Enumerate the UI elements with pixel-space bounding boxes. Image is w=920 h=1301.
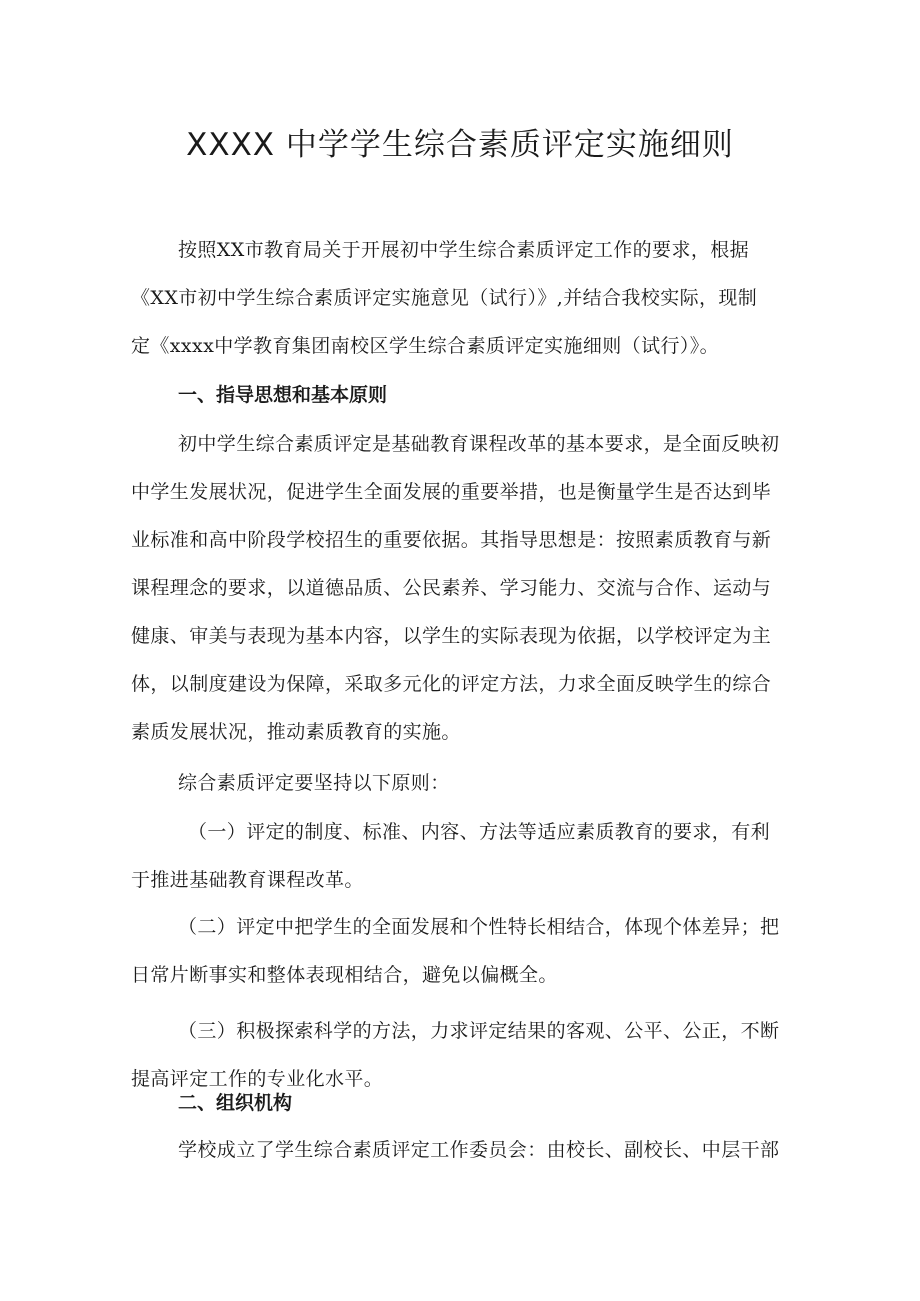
section-heading-2: 二、组织机构	[178, 1092, 293, 1114]
paragraph-line: 综合素质评定要坚持以下原则：	[178, 772, 450, 794]
paragraph-line: 于推进基础教育课程改革。	[131, 869, 364, 891]
section-heading-1: 一、指导思想和基本原则	[178, 384, 388, 406]
paragraph-line: 业标准和高中阶段学校招生的重要依据。其指导思想是：按照素质教育与新	[131, 529, 772, 551]
paragraph-line: 初中学生综合素质评定是基础教育课程改革的基本要求，是全面反映初	[178, 433, 780, 455]
paragraph-line: （三）积极探索科学的方法，力求评定结果的客观、公平、公正，不断	[178, 1020, 780, 1042]
intro-paragraph	[131, 226, 795, 370]
paragraph-line: 日常片断事实和整体表现相结合，避免以偏概全。	[131, 964, 558, 986]
paragraph-line: （一）评定的制度、标准、内容、方法等适应素质教育的要求，有利	[188, 821, 771, 843]
paragraph-line: 素质发展状况，推动素质教育的实施。	[131, 721, 461, 743]
paragraph-line: 体，以制度建设为保障，采取多元化的评定方法，力求全面反映学生的综合	[131, 673, 772, 695]
principles-intro	[131, 759, 795, 807]
principle-2	[131, 903, 795, 999]
section2-paragraph	[131, 1126, 795, 1174]
section1-paragraph	[131, 420, 795, 756]
paragraph-line: 《XX市初中学生综合素质评定实施意见（试行）》,并结合我校实际，现制	[131, 287, 758, 309]
paragraph-line: 学校成立了学生综合素质评定工作委员会：由校长、副校长、中层干部	[178, 1139, 780, 1161]
paragraph-line: 中学生发展状况，促进学生全面发展的重要举措，也是衡量学生是否达到毕	[131, 481, 772, 503]
principle-1	[131, 808, 795, 904]
paragraph-line: 按照XX市教育局关于开展初中学生综合素质评定工作的要求，根据	[178, 239, 750, 261]
paragraph-line: 定《xxxx中学教育集团南校区学生综合素质评定实施细则（试行）》。	[131, 335, 720, 357]
document-title: XXXX 中学学生综合素质评定实施细则	[186, 127, 734, 163]
paragraph-line: （二）评定中把学生的全面发展和个性特长相结合，体现个体差异；把	[178, 916, 780, 938]
paragraph-line: 课程理念的要求，以道德品质、公民素养、学习能力、交流与合作、运动与	[131, 577, 772, 599]
paragraph-line: 健康、审美与表现为基本内容，以学生的实际表现为依据，以学校评定为主	[131, 625, 772, 647]
paragraph-line: 提高评定工作的专业化水平。	[131, 1068, 384, 1090]
